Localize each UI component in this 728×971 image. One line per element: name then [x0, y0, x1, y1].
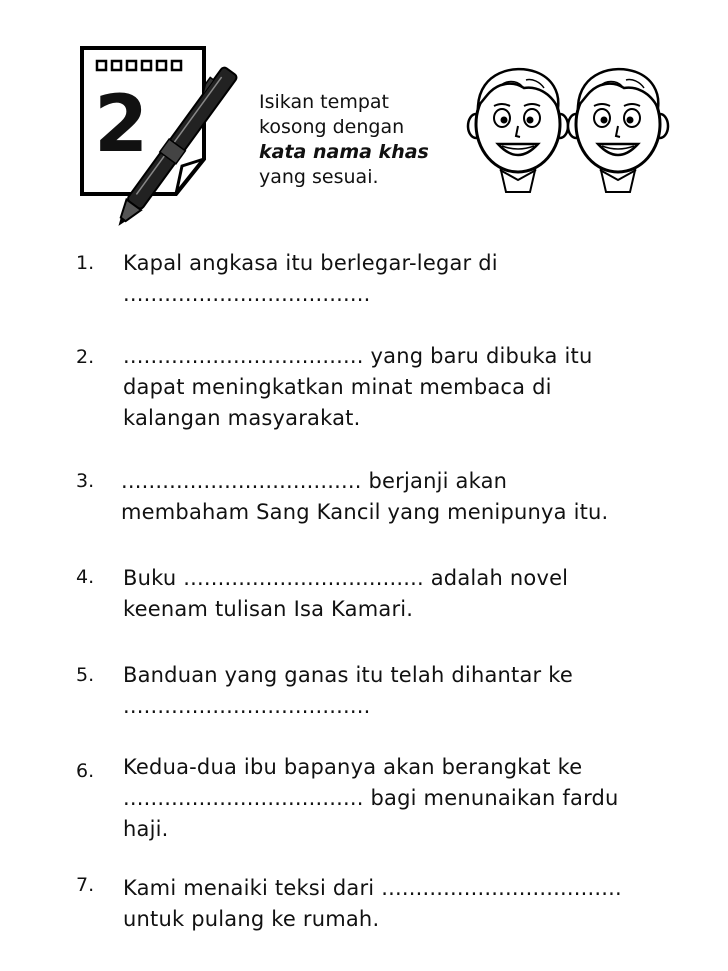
question-4-text — [123, 563, 568, 625]
question-3-line-1: ................................... berjanji akan — [121, 469, 508, 493]
boy-face-icon-left — [466, 66, 570, 194]
question-3-text — [121, 466, 608, 528]
boy-face-icon-right — [566, 66, 670, 194]
pen-icon — [112, 56, 262, 228]
question-5-number: 5. — [76, 664, 95, 686]
question-7-number: 7. — [76, 874, 95, 896]
question-1-text — [123, 248, 498, 310]
question-1-line-2: .................................... — [123, 282, 371, 306]
question-4-number: 4. — [76, 566, 95, 588]
question-1-number: 1. — [76, 252, 95, 274]
instruction-line-1: Isikan tempat — [259, 91, 389, 113]
question-7-line-1: Kami menaiki teksi dari ................................... — [123, 876, 622, 900]
question-3-line-2: membaham Sang Kancil yang menipunya itu. — [121, 500, 609, 524]
question-2-number: 2. — [76, 346, 95, 368]
question-1-line-1: Kapal angkasa itu berlegar-legar di — [123, 251, 498, 275]
question-2-text — [123, 341, 592, 434]
question-5-line-1: Banduan yang ganas itu telah dihantar ke — [123, 663, 573, 687]
question-5-text — [123, 660, 573, 722]
question-2-line-2: dapat meningkatkan minat membaca di — [123, 375, 552, 399]
question-6-line-2: ................................... bagi menunaikan fardu — [123, 786, 619, 810]
instruction-line-4: yang sesuai. — [259, 166, 379, 188]
question-5-line-2: .................................... — [123, 694, 371, 718]
question-2-line-3: kalangan masyarakat. — [123, 406, 361, 430]
question-2-line-1: ................................... yang baru dibuka itu — [123, 344, 593, 368]
question-6-number: 6. — [76, 760, 95, 782]
question-7-text — [123, 873, 622, 935]
question-4-line-1: Buku ................................... adalah novel — [123, 566, 569, 590]
question-3-number: 3. — [76, 470, 95, 492]
instruction-line-2: kosong dengan — [259, 116, 405, 138]
question-6-line-1: Kedua-dua ibu bapanya akan berangkat ke — [123, 755, 583, 779]
question-7-line-2: untuk pulang ke rumah. — [123, 907, 380, 931]
question-4-line-2: keenam tulisan Isa Kamari. — [123, 597, 414, 621]
instruction-line-3: kata nama khas — [259, 141, 429, 163]
instruction-text — [259, 90, 429, 190]
exercise-number: 2 — [94, 80, 149, 170]
question-6-line-3: haji. — [123, 817, 169, 841]
question-6-text — [123, 752, 619, 845]
